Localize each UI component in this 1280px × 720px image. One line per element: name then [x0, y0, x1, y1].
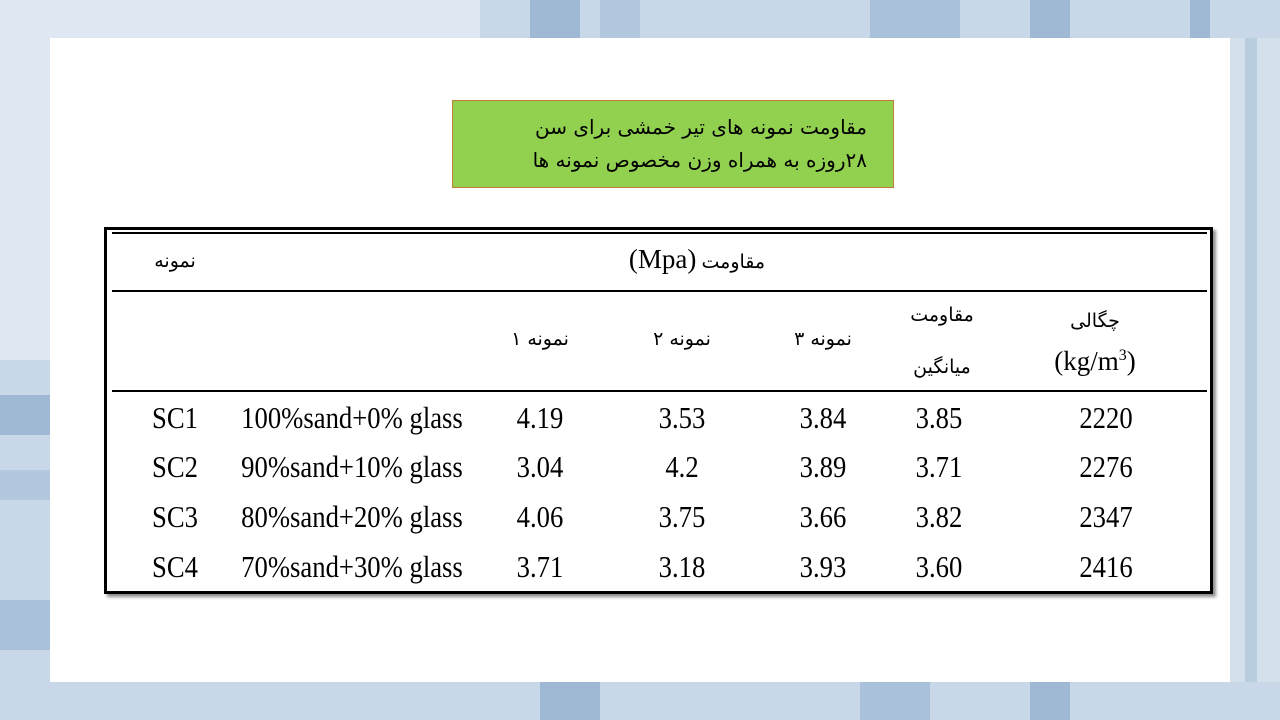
density-unit-exponent: 3 [1118, 347, 1127, 364]
title-line-2: ۲۸روزه به همراه وزن مخصوص نمونه ها [532, 148, 867, 172]
background-band-bottom-dark [540, 682, 600, 720]
row-sample1: 3.04 [516, 449, 564, 484]
background-band-left-dark [0, 395, 50, 435]
background-band-bottom-dark [1030, 682, 1070, 720]
table-header-rule [112, 290, 1207, 292]
header-col-sample3: نمونه ۳ [794, 328, 852, 350]
row-sample2: 3.18 [658, 549, 706, 584]
row-sample3: 3.84 [799, 400, 847, 435]
background-band-top-dark [1190, 0, 1210, 38]
header-col-sample1: نمونه ۱ [511, 328, 569, 350]
density-unit-prefix: (kg/m [1054, 346, 1119, 376]
row-sample3: 3.93 [799, 549, 847, 584]
header-col-density: چگالی [1070, 310, 1120, 332]
row-average: 3.60 [915, 549, 963, 584]
background-band-left-dark [0, 470, 50, 500]
row-sample3: 3.66 [799, 499, 847, 534]
header-density-unit [1025, 346, 1165, 377]
row-average: 3.85 [915, 400, 963, 435]
background-band-top-dark [1030, 0, 1070, 38]
row-id: SC3 [152, 499, 198, 534]
header-strength-label: مقاومت [701, 251, 766, 273]
density-unit-suffix: ) [1126, 346, 1136, 376]
row-average: 3.71 [915, 449, 963, 484]
row-sample3: 3.89 [799, 449, 847, 484]
background-band-bottom-dark [860, 682, 930, 720]
row-density: 2416 [1079, 549, 1133, 584]
background-band-left-dark [0, 600, 50, 650]
title-line-1: مقاومت نمونه های تیر خمشی برای سن [535, 115, 867, 139]
row-sample2: 3.75 [658, 499, 706, 534]
row-mix: 70%sand+30% glass [241, 549, 463, 584]
row-density: 2347 [1079, 499, 1133, 534]
row-density: 2276 [1079, 449, 1133, 484]
row-mix: 80%sand+20% glass [241, 499, 463, 534]
results-table [104, 227, 1213, 594]
slide-title-box [452, 100, 894, 188]
header-sample-label: نمونه [154, 250, 196, 272]
row-density: 2220 [1079, 400, 1133, 435]
row-average: 3.82 [915, 499, 963, 534]
header-strength-unit: (Mpa) [628, 244, 697, 274]
header-strength-group [587, 244, 807, 275]
background-band-bottom [0, 682, 1280, 720]
row-sample2: 4.2 [665, 449, 699, 484]
header-col-avg-line2: میانگین [913, 356, 971, 378]
row-sample1: 4.06 [516, 499, 564, 534]
background-band-top-dark [870, 0, 960, 38]
row-id: SC2 [152, 449, 198, 484]
slide-canvas [50, 38, 1230, 682]
table-subheader-rule [112, 390, 1207, 392]
background-band-top-dark [600, 0, 640, 38]
row-mix: 90%sand+10% glass [241, 449, 463, 484]
row-id: SC1 [152, 400, 198, 435]
row-sample1: 3.71 [516, 549, 564, 584]
row-sample2: 3.53 [658, 400, 706, 435]
header-col-avg-line1: مقاومت [910, 304, 974, 326]
row-id: SC4 [152, 549, 198, 584]
table-top-rule [112, 232, 1207, 234]
row-sample1: 4.19 [516, 400, 564, 435]
background-band-top-dark [530, 0, 580, 38]
row-mix: 100%sand+0% glass [241, 400, 463, 435]
header-col-sample2: نمونه ۲ [653, 328, 711, 350]
background-band-right-dark [1245, 38, 1257, 682]
